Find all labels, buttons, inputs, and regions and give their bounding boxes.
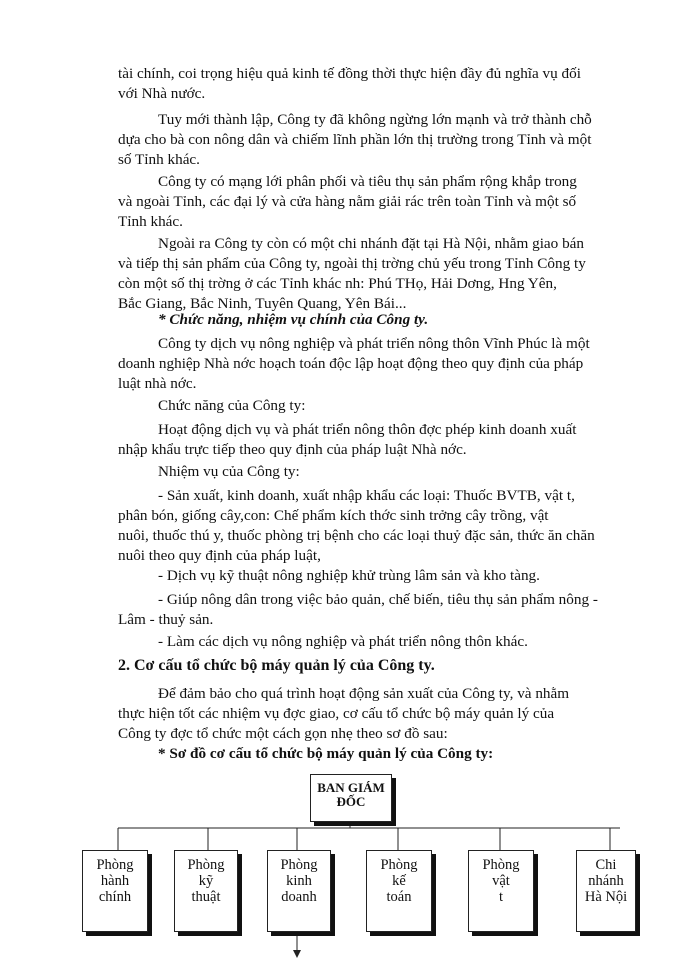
text-line: nuôi theo quy định của pháp luật, xyxy=(118,547,321,564)
org-box-accounting xyxy=(366,850,432,932)
org-box-label: kỹ xyxy=(198,873,214,889)
arrow-down-icon xyxy=(293,950,301,958)
org-box-label: Phòng xyxy=(482,857,520,873)
text-line: 2. Cơ cấu tổ chức bộ máy quản lý của Công ty. xyxy=(118,657,435,674)
text-line: Bắc Giang, Bắc Ninh, Tuyên Quang, Yên Bái... xyxy=(118,295,407,312)
org-box-label: Phòng xyxy=(380,857,418,873)
text-line: phân bón, giống cây,con: Chế phẩm kích thớc sinh trởng cây trồng, vật xyxy=(118,507,549,524)
org-box-label: doanh xyxy=(281,889,317,905)
org-box-business xyxy=(267,850,331,932)
text-line: thực hiện tốt các nhiệm vụ đợc giao, cơ cấu tổ chức bộ máy quản lý của xyxy=(118,705,555,722)
text-line: Công ty đợc tổ chức một cách gọn nhẹ theo sơ đồ sau: xyxy=(118,725,448,742)
org-box-label: ĐỐC xyxy=(336,794,366,809)
org-box-label: Chi xyxy=(595,857,617,873)
text-line: và tiếp thị sản phẩm của Công ty, ngoài thị trờng chủ yếu trong Tỉnh Công ty xyxy=(118,255,586,272)
org-box-supplies xyxy=(468,850,534,932)
org-box-hanoi-branch xyxy=(576,850,636,932)
text-line: Để đảm bảo cho quá trình hoạt động sản xuất của Công ty, và nhằm xyxy=(158,685,570,702)
text-line: luật nhà nớc. xyxy=(118,375,197,392)
text-line: nhập khẩu trực tiếp theo quy định của pháp luật Nhà nớc. xyxy=(118,441,467,458)
org-box-label: kinh xyxy=(286,873,312,889)
org-box-label: Hà Nội xyxy=(584,889,628,905)
org-box-admin xyxy=(82,850,148,932)
org-box-board-of-directors xyxy=(310,774,392,822)
org-box-label: toán xyxy=(386,889,412,905)
text-line: - Giúp nông dân trong việc bảo quản, chế biến, tiêu thụ sản phẩm nông - xyxy=(158,591,598,608)
text-line: còn một số thị trờng ở các Tỉnh khác nh: Phú THọ, Hải Dơng, Hng Yên, xyxy=(118,275,557,292)
text-line: và ngoài Tỉnh, các đại lý và cửa hàng nằm giải rác trên toàn Tỉnh và một số xyxy=(118,193,577,210)
text-line: số Tỉnh khác. xyxy=(118,151,200,168)
text-line: Lâm - thuỷ sản. xyxy=(118,611,214,628)
text-line: Hoạt động dịch vụ và phát triển nông thôn đợc phép kinh doanh xuất xyxy=(158,421,577,438)
text-line: - Làm các dịch vụ nông nghiệp và phát triển nông thôn khác. xyxy=(158,633,528,650)
org-box-label: thuật xyxy=(191,889,221,905)
text-line: Ngoài ra Công ty còn có một chi nhánh đặt tại Hà Nội, nhằm giao bán xyxy=(158,235,584,252)
text-line: với Nhà nước. xyxy=(118,85,206,102)
text-line: Tỉnh khác. xyxy=(118,213,183,230)
text-line: - Sản xuất, kinh doanh, xuất nhập khẩu các loại: Thuốc BVTB, vật t, xyxy=(158,487,575,504)
org-box-label: hành xyxy=(100,873,130,889)
text-line: Chức năng của Công ty: xyxy=(158,397,306,414)
org-box-label: Phòng xyxy=(96,857,134,873)
org-box-label: t xyxy=(498,889,503,905)
text-line: Nhiệm vụ của Công ty: xyxy=(158,463,300,480)
text-line: Công ty có mạng lới phân phối và tiêu thụ sản phẩm rộng khắp trong xyxy=(158,173,577,190)
text-line: doanh nghiệp Nhà nớc hoạch toán độc lập hoạt động theo quy định của pháp xyxy=(118,355,584,372)
org-box-label: kế xyxy=(392,873,406,889)
text-line: Công ty dịch vụ nông nghiệp và phát triển nông thôn Vĩnh Phúc là một xyxy=(158,335,590,352)
text-line: tài chính, coi trọng hiệu quả kinh tế đồng thời thực hiện đầy đủ nghĩa vụ đối xyxy=(118,65,581,82)
org-box-label: BAN GIÁM xyxy=(317,780,385,795)
text-line: Tuy mới thành lập, Công ty đã không ngừng lớn mạnh và trở thành chỗ xyxy=(158,111,592,128)
org-box-label: nhánh xyxy=(588,873,624,889)
org-box-technical xyxy=(174,850,238,932)
org-box-label: Phòng xyxy=(187,857,225,873)
text-line: * Chức năng, nhiệm vụ chính của Công ty. xyxy=(158,311,429,328)
text-line: dựa cho bà con nông dân và chiếm lĩnh phần lớn thị trường trong Tỉnh và một xyxy=(118,131,592,148)
org-box-label: vật xyxy=(492,873,510,889)
text-line: nuôi, thuốc thú y, thuốc phòng trị bệnh cho các loại thuỷ đặc sản, thức ăn chăn xyxy=(118,527,595,544)
org-box-label: chính xyxy=(98,889,132,905)
text-line: * Sơ đồ cơ cấu tổ chức bộ máy quản lý của Công ty: xyxy=(158,745,494,762)
org-box-label: Phòng xyxy=(280,857,318,873)
text-line: - Dịch vụ kỹ thuật nông nghiệp khử trùng lâm sản và kho tàng. xyxy=(158,567,540,584)
